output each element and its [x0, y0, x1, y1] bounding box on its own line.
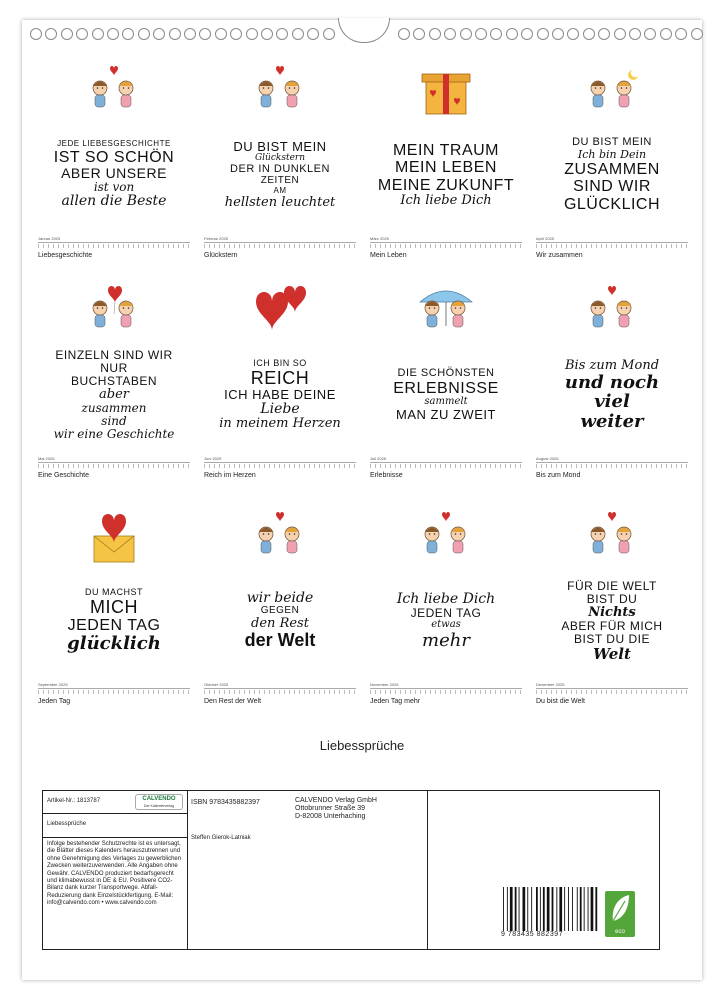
month-tile: [370, 504, 522, 704]
quote-line: MEINE ZUKUNFT: [377, 176, 515, 194]
eco-badge: [605, 891, 635, 937]
month-day-strip: [370, 682, 522, 696]
tile-caption: Jeden Tag mehr: [370, 698, 421, 705]
publisher-address: CALVENDO Verlag GmbH Ottobrunner Straße 39 D-82008 Unterhaching: [295, 797, 377, 820]
barcode-bar: [584, 887, 585, 931]
barcode-bar: [580, 887, 582, 931]
barcode-bar: [591, 887, 594, 931]
tile-illustration: [536, 286, 688, 340]
quote-line: Ich bin Dein: [577, 148, 647, 162]
quote-line: viel: [594, 391, 630, 413]
quote-line: MICH: [90, 596, 138, 617]
binding-ring: [475, 28, 487, 40]
day-marks: [38, 464, 190, 468]
quote-line: zusammen: [81, 401, 147, 416]
tile-caption: Erlebnisse: [370, 472, 403, 479]
info-column-right: [429, 791, 659, 949]
month-tile: [38, 504, 190, 704]
quote-line: ABER UNSERE: [61, 165, 167, 182]
strip-line: [204, 242, 356, 243]
month-label: November 2025: [370, 682, 399, 687]
binding-ring: [598, 28, 610, 40]
strip-line: [204, 688, 356, 689]
day-marks: [204, 690, 356, 694]
leaf-icon: [605, 891, 635, 927]
quote-line: JEDEN TAG: [67, 617, 161, 635]
tile-illustration: [204, 512, 356, 566]
day-marks: [38, 244, 190, 248]
month-day-strip: [370, 236, 522, 250]
month-tile: [38, 278, 190, 478]
strip-line: [38, 242, 190, 243]
page-title: Liebessprüche: [319, 738, 405, 753]
day-marks: [370, 690, 522, 694]
month-label: Juni 2025: [204, 456, 222, 461]
month-tile: [536, 504, 688, 704]
strip-line: [536, 242, 688, 243]
tile-illustration: [536, 512, 688, 566]
month-tile: [536, 58, 688, 258]
quote-line: DU MACHST: [85, 587, 143, 598]
month-day-strip: [38, 236, 190, 250]
day-marks: [38, 690, 190, 694]
binding-ring: [567, 28, 579, 40]
couple-cuddle-icon: [204, 512, 356, 566]
quote-text: [208, 562, 352, 680]
month-label: September 2025: [38, 682, 68, 687]
month-day-strip: [204, 682, 356, 696]
quote-line: IST SO SCHÖN: [53, 149, 175, 167]
binding-ring: [691, 28, 703, 40]
quote-line: GEGEN: [260, 605, 300, 617]
quote-line: BIST DU DIE: [574, 631, 650, 646]
strip-line: [536, 688, 688, 689]
legal-text: Infolge bestehender Schutzrechte ist es untersagt, die Blätter dieses Kalenders herauszutrennen und ohne Genehmigung des Verlages zu gewerblichen Zwecken weiterzuverwenden. Alle Angaben ohne Gewähr. CALVENDO produziert bedarfsgerecht und klimabewusst in DE & EU. Positivere CO2-Bilanz dank kurzer Transportwege. Abfall-Reduzierung dank Einzelstückfertigung. E-Mail: info@calvendo.com • www.calvendo.com: [47, 841, 182, 907]
couple-balloon-icon: [38, 286, 190, 340]
tile-caption: Mein Leben: [370, 252, 407, 259]
binding-ring: [614, 28, 626, 40]
strip-line: [370, 688, 522, 689]
eco-label: eco: [615, 929, 625, 935]
strip-line: [536, 462, 688, 463]
quote-line: mehr: [422, 629, 470, 651]
quote-line: sammelt: [424, 396, 468, 408]
month-tile: [370, 278, 522, 478]
tile-illustration: [370, 512, 522, 566]
calvendo-logo: CALVENDO Der Kalenderverlag: [135, 794, 183, 810]
quote-text: [42, 336, 186, 454]
tile-illustration: [38, 512, 190, 566]
quote-line: weiter: [580, 410, 644, 432]
quote-line: wir beide: [246, 590, 314, 607]
quote-line: SIND WIR: [573, 178, 651, 196]
barcode-bar: [519, 887, 520, 931]
tile-illustration: [204, 66, 356, 120]
quote-line: JEDE LIEBESGESCHICHTE: [57, 139, 171, 149]
month-label: Oktober 2025: [204, 682, 229, 687]
quote-text: [208, 116, 352, 234]
tile-caption: Den Rest der Welt: [204, 698, 262, 705]
month-label: Dezember 2025: [536, 682, 565, 687]
month-day-strip: [536, 236, 688, 250]
quote-line: EINZELN SIND WIR: [55, 348, 173, 363]
tile-caption: Wir zusammen: [536, 252, 583, 259]
month-label: Mai 2025: [38, 456, 55, 461]
binding-ring: [537, 28, 549, 40]
month-label: Juli 2025: [370, 456, 387, 461]
barcode-bar: [536, 887, 538, 931]
quote-line: MEIN LEBEN: [395, 159, 497, 177]
binding-ring: [184, 28, 196, 40]
tile-illustration: [370, 66, 522, 120]
binding-ring: [552, 28, 564, 40]
binding-ring: [644, 28, 656, 40]
binding-ring: [230, 28, 242, 40]
binding-ring: [292, 28, 304, 40]
month-tile: [204, 504, 356, 704]
quote-line: in meinem Herzen: [219, 416, 341, 432]
quote-line: JEDEN TAG: [410, 605, 482, 620]
quote-text: [540, 562, 684, 680]
barcode-bar: [568, 887, 569, 931]
tile-illustration: [204, 286, 356, 340]
quote-line: etwas: [431, 618, 461, 630]
tile-illustration: [38, 286, 190, 340]
barcode-bar: [527, 887, 528, 931]
tile-illustration: [38, 66, 190, 120]
quote-line: ZUSAMMEN: [564, 160, 660, 178]
tile-illustration: [370, 286, 522, 340]
binding-ring: [199, 28, 211, 40]
binding-ring: [660, 28, 672, 40]
month-day-strip: [38, 682, 190, 696]
binding-ring: [413, 28, 425, 40]
day-marks: [204, 464, 356, 468]
couple-sleeping-icon: [536, 66, 688, 120]
author: Steffen Gierok-Latniak: [191, 835, 251, 841]
binding-ring: [307, 28, 319, 40]
binding-ring: [583, 28, 595, 40]
info-column-left: [43, 791, 188, 949]
month-label: April 2025: [536, 236, 555, 241]
product-title: Liebessprüche: [47, 821, 87, 827]
barcode-bar: [540, 887, 541, 931]
binding-ring: [45, 28, 57, 40]
barcode-number: 9 783435 882397: [501, 931, 563, 938]
barcode-bar: [595, 887, 597, 931]
strip-line: [370, 242, 522, 243]
day-marks: [370, 244, 522, 248]
quote-line: Ich liebe Dich: [396, 590, 496, 607]
barcode-bar: [552, 887, 554, 931]
binding-ring: [76, 28, 88, 40]
quote-line: DU BIST MEIN: [572, 136, 652, 149]
tile-caption: Du bist die Welt: [536, 698, 585, 705]
quote-line: Welt: [593, 644, 631, 663]
quote-line: Nichts: [588, 604, 636, 620]
quote-text: [540, 336, 684, 454]
couple-guitar-icon: [38, 66, 190, 120]
strip-line: [204, 462, 356, 463]
month-day-strip: [204, 456, 356, 470]
month-day-strip: [536, 682, 688, 696]
day-marks: [536, 690, 688, 694]
quote-line: DIE SCHÖNSTEN: [397, 367, 495, 380]
month-tile: [370, 58, 522, 258]
month-label: März 2025: [370, 236, 389, 241]
binding-ring: [460, 28, 472, 40]
quote-line: Bis zum Mond: [564, 357, 660, 373]
binding-ring: [506, 28, 518, 40]
hearts-icon: [204, 286, 356, 340]
day-marks: [536, 464, 688, 468]
quote-line: MAN ZU ZWEIT: [396, 406, 496, 422]
couple-flowers-icon: [370, 512, 522, 566]
binding-ring: [398, 28, 410, 40]
quote-line: den Rest: [251, 616, 309, 632]
quote-line: allen die Beste: [61, 193, 167, 210]
binding-ring: [215, 28, 227, 40]
binding-ring: [444, 28, 456, 40]
binding-ring: [276, 28, 288, 40]
quote-line: Glückstern: [254, 153, 306, 164]
strip-line: [38, 688, 190, 689]
quote-line: REICH: [250, 367, 310, 388]
couple-hug-icon: [536, 286, 688, 340]
quote-line: aber: [99, 386, 129, 402]
quote-text: [374, 562, 518, 680]
binding-ring: [138, 28, 150, 40]
quote-text: [208, 336, 352, 454]
quote-line: MEIN TRAUM: [392, 142, 500, 160]
quote-line: GLÜCKLICH: [563, 195, 661, 213]
month-label: Januar 2025: [38, 236, 61, 241]
day-marks: [370, 464, 522, 468]
quote-line: der Welt: [244, 630, 316, 651]
month-day-strip: [204, 236, 356, 250]
quote-line: Liebe: [260, 401, 300, 418]
tile-caption: Jeden Tag: [38, 698, 71, 705]
quote-line: FÜR DIE WELT: [567, 578, 657, 593]
quote-line: DER IN DUNKLEN: [230, 163, 330, 176]
strip-line: [38, 462, 190, 463]
barcode-bar: [572, 887, 573, 931]
gift-box-icon: [370, 66, 522, 120]
tile-caption: Liebesgeschichte: [38, 252, 93, 259]
article-number: Artikel-Nr.: 1813787: [47, 798, 101, 804]
binding-ring: [153, 28, 165, 40]
quote-text: [42, 562, 186, 680]
binding-ring: [246, 28, 258, 40]
barcode-bar: [556, 887, 557, 931]
tile-illustration: [536, 66, 688, 120]
barcode-bar: [547, 887, 550, 931]
barcode-bar: [510, 887, 513, 931]
quote-text: [374, 116, 518, 234]
tile-caption: Glückstern: [204, 252, 238, 259]
couple-kneeling-icon: [536, 512, 688, 566]
binding-ring: [107, 28, 119, 40]
barcode-bar: [559, 887, 562, 931]
barcode-bar: [531, 887, 532, 931]
quote-line: und noch: [564, 371, 660, 393]
month-tile: [204, 58, 356, 258]
quote-line: ZEITEN: [260, 175, 300, 187]
couple-umbrella-icon: [370, 286, 522, 340]
month-label: August 2025: [536, 456, 559, 461]
barcode-bar: [515, 887, 517, 931]
strip-line: [370, 462, 522, 463]
barcode-bar: [507, 887, 508, 931]
quote-line: ist von: [93, 180, 135, 195]
quote-line: BUCHSTABEN: [70, 374, 158, 389]
quote-text: [540, 116, 684, 234]
month-label: Februar 2025: [204, 236, 229, 241]
barcode-bar: [523, 887, 526, 931]
binding-ring: [122, 28, 134, 40]
barcode-bar: [588, 887, 589, 931]
barcode-bar: [577, 887, 578, 931]
heart-letter-icon: [38, 512, 190, 566]
quote-line: wir eine Geschichte: [53, 426, 175, 441]
quote-line: Ich liebe Dich: [400, 192, 492, 208]
barcode-bar: [503, 887, 504, 931]
month-day-strip: [370, 456, 522, 470]
binding-ring: [169, 28, 181, 40]
quote-text: [374, 336, 518, 454]
info-box: [42, 790, 660, 950]
quote-line: AM: [273, 185, 287, 195]
barcode: [501, 887, 601, 931]
binding-ring: [675, 28, 687, 40]
barcode-bar: [543, 887, 545, 931]
binding-ring: [490, 28, 502, 40]
binding-ring: [92, 28, 104, 40]
quote-line: glücklich: [67, 633, 161, 655]
couple-lamp-icon: [204, 66, 356, 120]
binding-ring: [429, 28, 441, 40]
quote-text: [42, 116, 186, 234]
binding-ring: [30, 28, 42, 40]
day-marks: [536, 244, 688, 248]
quote-line: hellsten leuchtet: [224, 194, 336, 210]
quote-line: DU BIST MEIN: [233, 139, 327, 155]
day-marks: [204, 244, 356, 248]
month-day-strip: [38, 456, 190, 470]
tile-caption: Bis zum Mond: [536, 472, 581, 479]
binding-ring: [629, 28, 641, 40]
binding-ring: [61, 28, 73, 40]
month-tile: [536, 278, 688, 478]
month-tile: [38, 58, 190, 258]
month-tile: [204, 278, 356, 478]
binding-ring: [521, 28, 533, 40]
binding-ring: [323, 28, 335, 40]
quote-line: BIST DU: [586, 591, 638, 606]
quote-line: NUR: [100, 361, 128, 376]
binding-ring: [261, 28, 273, 40]
isbn: ISBN 9783435882397: [191, 799, 260, 806]
month-day-strip: [536, 456, 688, 470]
quote-line: ICH BIN SO: [253, 357, 307, 368]
quote-line: ICH HABE DEINE: [224, 386, 336, 402]
quote-line: sind: [101, 413, 127, 428]
tile-caption: Eine Geschichte: [38, 472, 89, 479]
quote-line: ABER FÜR MICH: [561, 618, 663, 633]
barcode-bar: [564, 887, 565, 931]
info-column-middle: [187, 791, 428, 949]
tile-caption: Reich im Herzen: [204, 472, 256, 479]
quote-line: ERLEBNISSE: [393, 379, 499, 397]
